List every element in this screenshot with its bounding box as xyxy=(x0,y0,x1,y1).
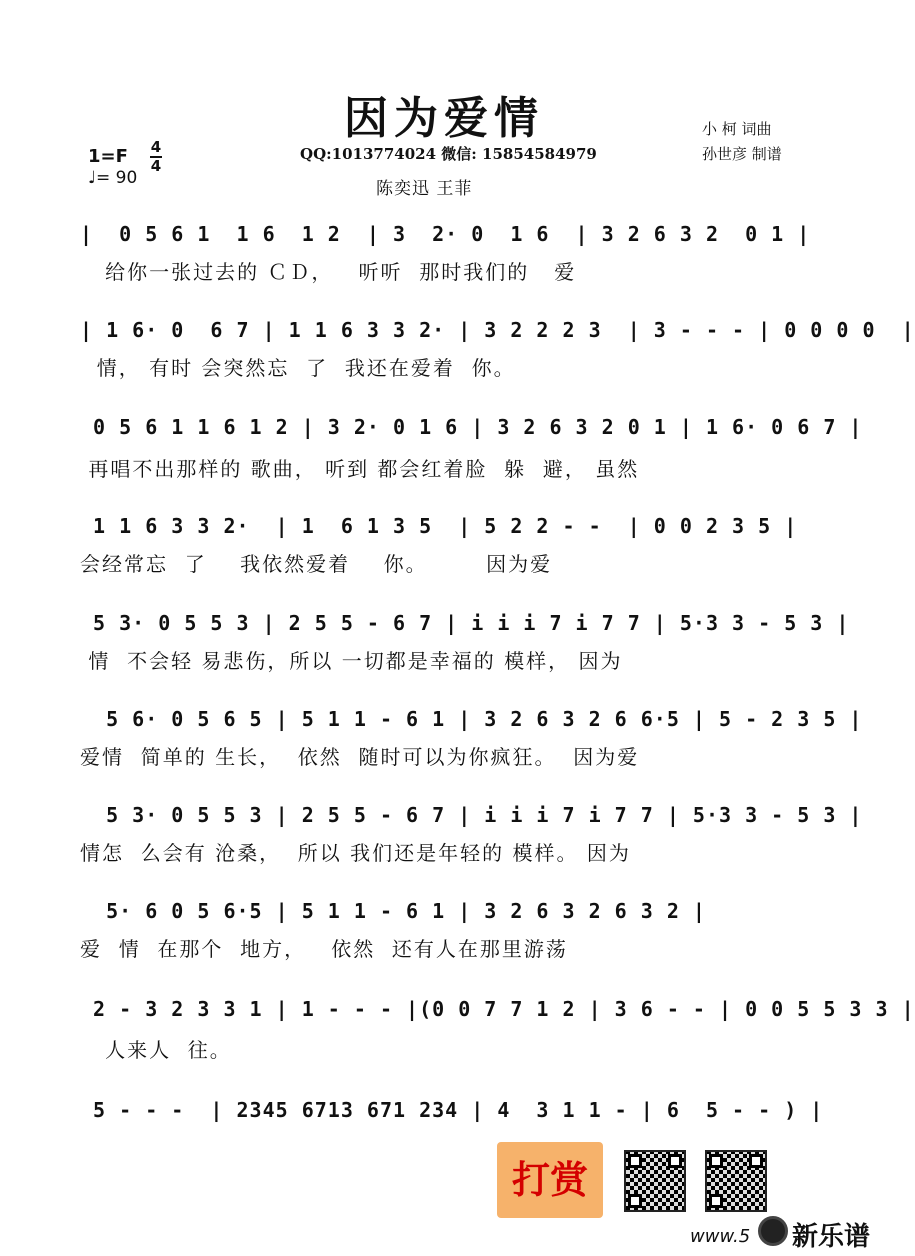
key-signature: 1=F xyxy=(88,146,128,167)
song-title: 因为爱情 xyxy=(344,93,544,144)
lyric-line-8: 爱 情 在那个 地方， 依然 还有人在那里游荡 xyxy=(80,937,568,961)
time-signature-bottom: 4 xyxy=(150,157,162,175)
lyric-line-7: 情怎 么会有 沧桑， 所以 我们还是年轻的 模样。 因为 xyxy=(80,841,631,865)
notation-line-7: 5 3· 0 5 5 3 | 2 5 5 - 6 7 | i i i 7 i 7 7 | 5·3 3 - 5 3 | xyxy=(80,803,863,827)
time-signature-top: 4 xyxy=(150,138,162,156)
time-signature xyxy=(150,140,162,174)
singers: 陈奕迅 王菲 xyxy=(376,179,473,199)
notation-line-8: 5· 6 0 5 6·5 | 5 1 1 - 6 1 | 3 2 6 3 2 6 3 2 | xyxy=(80,899,706,923)
notation-line-1: | 0 5 6 1 1 6 1 2 | 3 2· 0 1 6 | 3 2 6 3 2 0 1 | xyxy=(80,222,811,246)
lyric-line-3: 再唱不出那样的 歌曲， 听到 都会红着脸 躲 避， 虽然 xyxy=(80,457,640,481)
notation-line-9: 2 - 3 2 3 3 1 | 1 - - - |(0 0 7 7 1 2 | 3 6 - - | 0 0 5 5 3 3 | xyxy=(80,997,915,1021)
lyric-line-4: 会经常忘 了 我依然爱着 你。 因为爱 xyxy=(80,552,553,576)
notation-line-6: 5 6· 0 5 6 5 | 5 1 1 - 6 1 | 3 2 6 3 2 6 6·5 | 5 - 2 3 5 | xyxy=(80,707,863,731)
lyric-line-9: 人来人 往。 xyxy=(80,1038,232,1062)
notation-line-4: 1 1 6 3 3 2· | 1 6 1 3 5 | 5 2 2 - - | 0 0 2 3 5 | xyxy=(80,514,798,538)
qr-code-icon xyxy=(624,1150,686,1212)
lyric-line-1: 给你一张过去的 ＣＤ， 听听 那时我们的 爱 xyxy=(80,260,577,284)
site-url: www.5 xyxy=(690,1226,751,1247)
notation-line-3: 0 5 6 1 1 6 1 2 | 3 2· 0 1 6 | 3 2 6 3 2 0 1 | 1 6· 0 6 7 | xyxy=(80,415,863,439)
arranger-credit: 孙世彦 制谱 xyxy=(702,145,782,163)
vinyl-record-icon xyxy=(758,1216,788,1246)
reward-button[interactable]: 打赏 xyxy=(497,1142,603,1218)
contact-info: QQ:1013774024 微信: 15854584979 xyxy=(300,145,597,163)
qr-code-icon xyxy=(705,1150,767,1212)
lyricist-credit: 小 柯 词曲 xyxy=(702,120,772,138)
lyric-line-6: 爱情 简单的 生长， 依然 随时可以为你疯狂。 因为爱 xyxy=(80,745,640,769)
lyric-line-5: 情 不会轻 易悲伤，所以 一切都是幸福的 模样， 因为 xyxy=(80,649,623,673)
site-logo: 新乐谱 xyxy=(792,1222,871,1252)
lyric-line-2: 情， 有时 会突然忘 了 我还在爱着 你。 xyxy=(80,356,516,380)
notation-line-5: 5 3· 0 5 5 3 | 2 5 5 - 6 7 | i i i 7 i 7 7 | 5·3 3 - 5 3 | xyxy=(80,611,850,635)
notation-line-10: 5 - - - | 2345 6713 671 234 | 4 3 1 1 - | 6 5 - - ) | xyxy=(80,1098,824,1122)
notation-line-2: | 1 6· 0 6 7 | 1 1 6 3 3 2· | 3 2 2 2 3 | 3 - - - | 0 0 0 0 | xyxy=(80,318,915,342)
tempo-marking: ♩= 90 xyxy=(88,168,138,188)
